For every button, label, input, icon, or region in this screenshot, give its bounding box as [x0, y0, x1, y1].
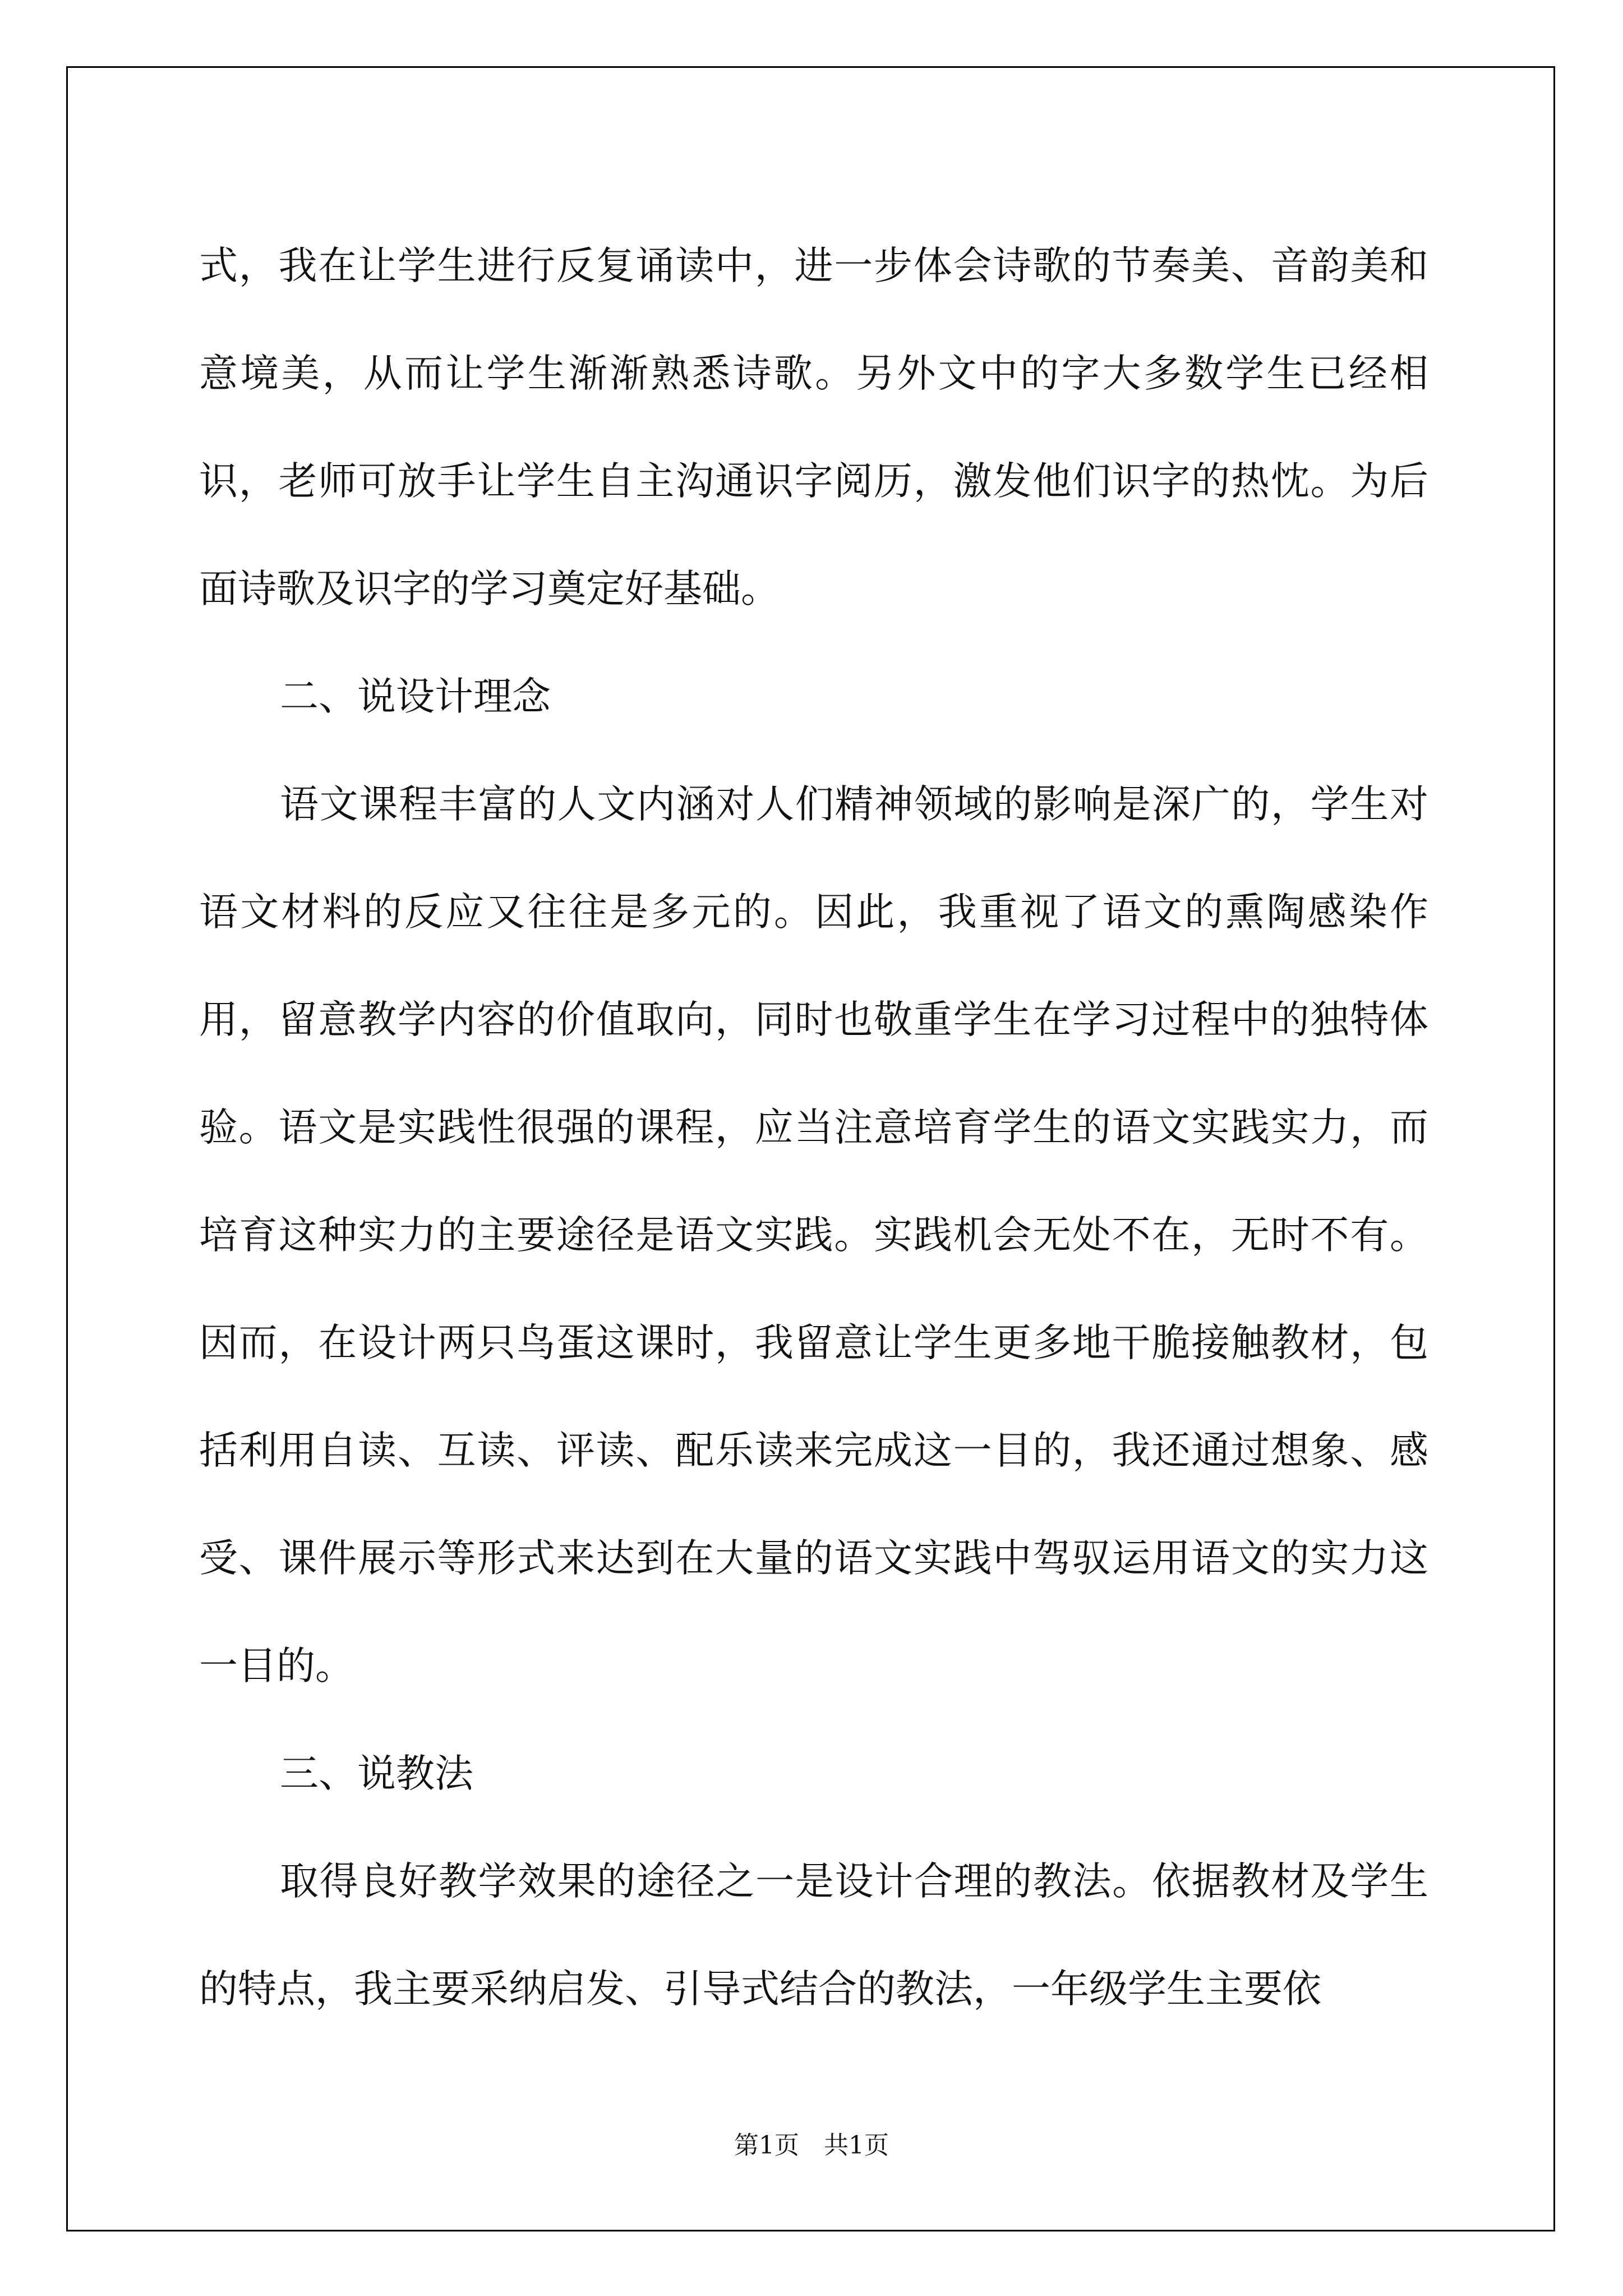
section-heading-design-concept: 二、说设计理念	[280, 674, 551, 719]
document-body	[199, 212, 1428, 2043]
paragraph-design-concept: 语文课程丰富的人文内涵对人们精神领域的影响是深广的，学生对语文材料的反应又往往是多元的。因此，我重视了语文的熏陶感染作用，留意教学内容的价值取向，同时也敬重学生在学习过程中的独特体验。语文是实践性很强的课程，应当注意培育学生的语文实践实力，而培育这种实力的主要途径是语文实践。实践机会无处不在，无时不有。因而，在设计两只鸟蛋这课时，我留意让学生更多地干脆接触教材，包括利用自读、互读、评读、配乐读来完成这一目的，我还通过想象、感受、课件展示等形式来达到在大量的语文实践中驾驭运用语文的实力这一目的。	[199, 782, 1428, 1688]
paragraph-teaching-method: 取得良好教学效果的途径之一是设计合理的教法。依据教材及学生的特点，我主要采纳启发、引导式结合的教法，一年级学生主要依	[199, 1859, 1428, 2012]
section-heading-teaching-method: 三、说教法	[280, 1751, 473, 1796]
paragraph-continued: 式，我在让学生进行反复诵读中，进一步体会诗歌的节奏美、音韵美和意境美，从而让学生渐渐熟悉诗歌。另外文中的字大多数学生已经相识，老师可放手让学生自主沟通识字阅历，激发他们识字的热忱。为后面诗歌及识字的学习奠定好基础。	[199, 243, 1428, 611]
page-footer: 第1页 共1页	[734, 2131, 889, 2160]
